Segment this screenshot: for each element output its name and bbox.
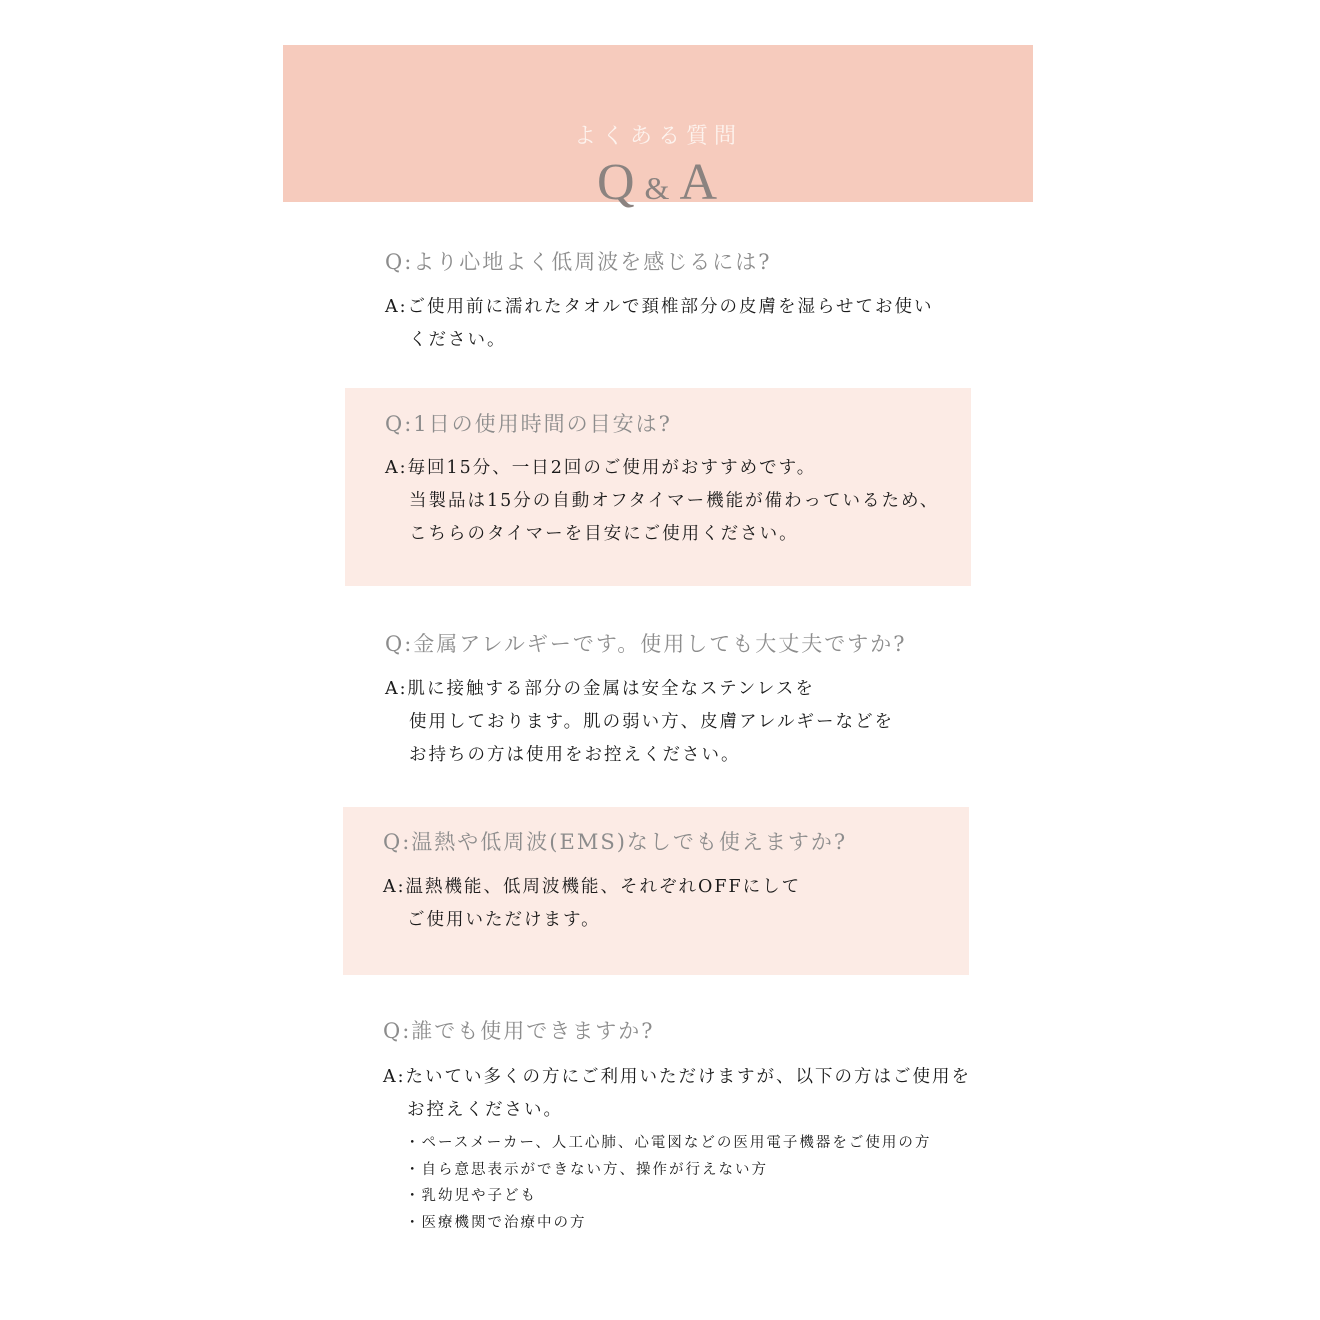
answer-5 [383, 1061, 971, 1127]
answer-3 [385, 673, 894, 772]
question-5: Q:誰でも使用できますか? [383, 1019, 655, 1043]
answer-4-line-1: A:温熱機能、低周波機能、それぞれOFFにして [383, 877, 802, 897]
qa-header-banner [283, 45, 1033, 211]
answer-1-line-2: ください。 [409, 330, 507, 350]
question-1: Q:より心地よく低周波を感じるには? [385, 250, 772, 274]
answer-4-line-2: ご使用いただけます。 [407, 910, 601, 930]
answer-4 [383, 871, 801, 937]
answer-3-line-2: 使用しております。肌の弱い方、皮膚アレルギーなどを [409, 712, 894, 732]
caution-list [405, 1130, 931, 1236]
title-q: Q [596, 154, 637, 211]
answer-1-line-1: A:ご使用前に濡れたタオルで頚椎部分の皮膚を湿らせてお使い [385, 297, 934, 317]
answer-2-line-2: 当製品は15分の自動オフタイマー機能が備わっているため、 [409, 491, 940, 511]
caution-item-1: ・ペースメーカー、人工心肺、心電図などの医用電子機器をご使用の方 [405, 1135, 932, 1151]
title-ampersand: & [644, 170, 672, 206]
answer-1 [385, 291, 934, 357]
answer-3-line-3: お持ちの方は使用をお控えください。 [409, 745, 741, 765]
title-a: A [679, 154, 719, 211]
caution-item-4: ・医療機関で治療中の方 [405, 1214, 587, 1231]
question-2: Q:1日の使用時間の目安は? [385, 412, 672, 436]
question-3: Q:金属アレルギーです。使用しても大丈夫ですか? [385, 632, 907, 656]
caution-item-2: ・自ら意思表示ができない方、操作が行えない方 [405, 1161, 768, 1178]
answer-2 [385, 452, 939, 551]
header-title [283, 153, 1033, 212]
answer-5-line-1: A:たいてい多くの方にご利用いただけますが、以下の方はご使用を [383, 1067, 972, 1087]
header-subtitle: よくある質問 [573, 124, 742, 149]
caution-item-3: ・乳幼児や子ども [405, 1188, 537, 1204]
answer-3-line-1: A:肌に接触する部分の金属は安全なステンレスを [385, 679, 815, 699]
question-4: Q:温熱や低周波(EMS)なしでも使えますか? [383, 830, 848, 854]
answer-5-line-2: お控えください。 [407, 1100, 563, 1120]
answer-2-line-3: こちらのタイマーを目安にご使用ください。 [409, 524, 799, 544]
answer-2-line-1: A:毎回15分、一日2回のご使用がおすすめです。 [385, 458, 817, 478]
